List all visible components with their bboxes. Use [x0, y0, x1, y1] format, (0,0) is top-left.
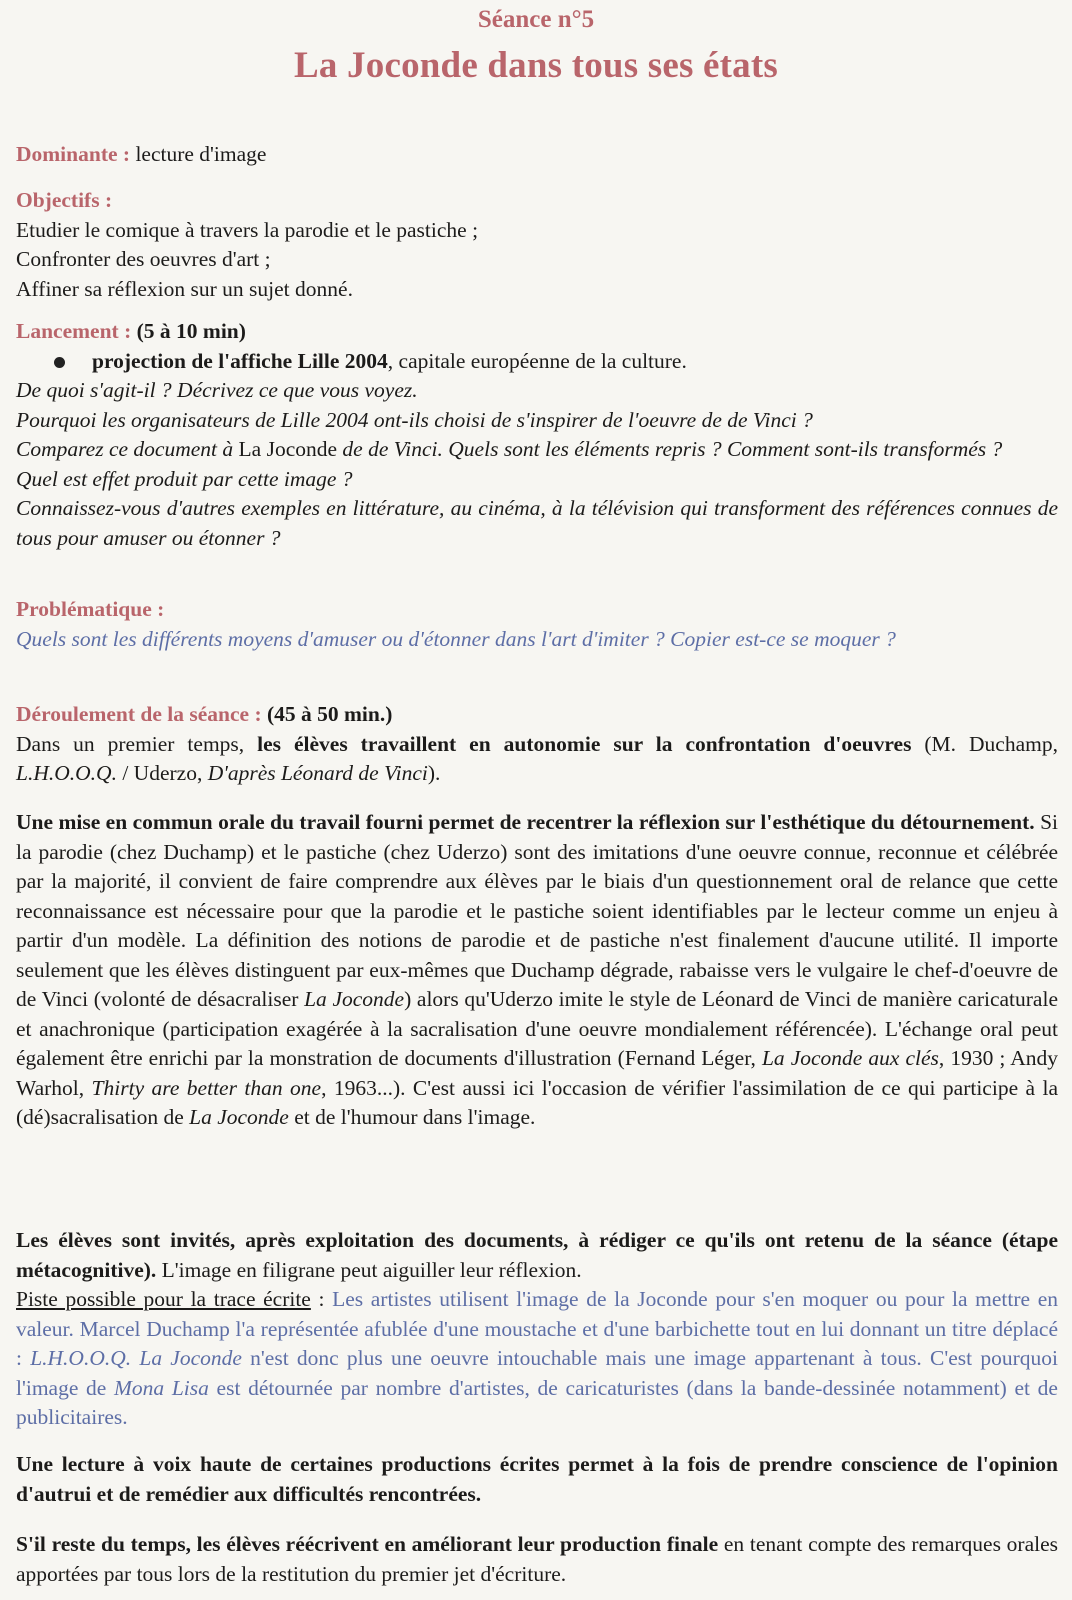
work-title: L.H.O.O.Q. La Joconde — [30, 1346, 242, 1370]
lancement-heading — [16, 317, 1058, 347]
text-run: en tenant compte des remarques orales apportées par tous lors de la restitution du premier jet d'écriture. — [16, 1532, 1059, 1586]
text-run: ). — [427, 761, 441, 785]
mise-en-commun-paragraph — [16, 808, 1058, 1133]
seance-number: Séance n°5 — [477, 6, 595, 33]
text-run: : — [310, 1287, 333, 1311]
problematique-label: Problématique : — [16, 597, 165, 621]
text-run: ) alors qu'Uderzo imite le style de Léonard de Vinci de manière caricaturale et anachronique (participation exagérée à la sacralisation d'une oeuvre mondialement référencée). L'échange oral peut également être enrichi par la monstration de documents d'illustration (Fernand Léger, — [16, 987, 1058, 1070]
bold-run: les élèves travaillent en autonomie sur la confrontation d'oeuvres — [257, 731, 912, 756]
lancement-section — [16, 317, 1058, 553]
question-part: de de Vinci. Quels sont les éléments repris ? Comment sont-ils transformés ? — [337, 437, 1003, 461]
text-run: et de l'humour dans l'image. — [288, 1105, 536, 1129]
objectif-item: Etudier le comique à travers la parodie et le pastiche ; — [16, 217, 479, 242]
lancement-question: Pourquoi les organisateurs de Lille 2004 ont-ils choisi de s'inspirer de l'oeuvre de de Vinci ? — [16, 407, 813, 432]
text-run: L'image en filigrane peut aiguiller leur réflexion. — [156, 1257, 582, 1282]
lecture-paragraph — [16, 1450, 1058, 1509]
text-run: / Uderzo, — [116, 761, 208, 785]
bullet-bold-text: projection de l'affiche Lille 2004 — [92, 348, 388, 373]
bullet-icon — [54, 357, 65, 368]
work-title: La Joconde aux clés — [761, 1046, 939, 1070]
dominante-label: Dominante : — [16, 142, 131, 166]
trace-ecrite-text: Les artistes utilisent l'image de la Joconde pour s'en moquer ou pour la mettre en valeur. Marcel Duchamp l'a représentée afublée d'une moustache et d'une barbichette tout en lui donnant un titre déplacé : — [16, 1287, 1058, 1370]
question-part: Comparez ce document à — [16, 437, 239, 461]
redaction-paragraph — [16, 1226, 1058, 1433]
piste-label: Piste possible pour la trace écrite — [16, 1287, 311, 1311]
text-run: (M. Duchamp, — [911, 731, 1058, 756]
dominante-line — [16, 140, 1058, 170]
problematique-text: Quels sont les différents moyens d'amuser ou d'étonner dans l'art d'imiter ? Copier est-ce se moquer ? — [16, 626, 896, 651]
text-run: Si la parodie (chez Duchamp) et le pastiche (chez Uderzo) sont des imitations d'une oeuvre connue, reconnue et célébrée par la majorité, il convient de faire comprendre aux élèves par le biais d'un questionnement oral de relance que cette reconnaissance est nécessaire pour que la parodie et le pastiche soient identifiables par le lecteur comme un enjeu à partir d'un modèle. La définition des notions de parodie et de pastiche n'est finalement d'aucune utilité. Il importe seulement que les élèves distinguent par eux-mêmes que Duchamp dégrade, rabaisse vers le vulgaire le chef-d'oeuvre de de Vinci (volonté de désacraliser — [16, 810, 1059, 1011]
text-run: Dans un premier temps, — [16, 731, 258, 756]
problematique-section — [16, 595, 1058, 654]
trace-ecrite-text: est détournée par nombre d'artistes, de caricaturistes (dans la bande-dessinée notamment) et de publicitaires. — [16, 1375, 1058, 1429]
objectif-item: Confronter des oeuvres d'art ; — [16, 247, 271, 271]
lancement-question: Quel est effet produit par cette image ? — [16, 466, 353, 491]
objectif-item: Affiner sa réflexion sur un sujet donné. — [16, 276, 353, 301]
document-title: La Joconde dans tous ses états — [294, 45, 778, 86]
text-run: , 1930 ; Andy Warhol, — [16, 1046, 1058, 1100]
deroulement-label: Déroulement de la séance : — [16, 702, 262, 726]
lancement-question — [16, 435, 1058, 465]
lancement-label: Lancement : — [16, 319, 132, 343]
objectifs-section — [16, 186, 1058, 304]
lancement-question: De quoi s'agit-il ? Décrivez ce que vous voyez. — [16, 378, 418, 402]
deroulement-heading — [16, 700, 1058, 730]
deroulement-paragraph — [16, 730, 1058, 789]
deroulement-duration: (45 à 50 min.) — [261, 702, 393, 726]
reste-paragraph — [16, 1530, 1058, 1589]
question-work-title: La Joconde — [238, 437, 338, 461]
work-title: La Joconde — [189, 1105, 289, 1129]
bold-run: Une mise en commun orale du travail fourni permet de recentrer la réflexion sur l'esthétique du détournement. — [16, 810, 1035, 834]
objectifs-label: Objectifs : — [16, 188, 113, 212]
work-title: Thirty are better than one — [91, 1075, 322, 1100]
deroulement-section — [16, 700, 1058, 789]
dominante-value: lecture d'image — [130, 142, 267, 166]
bold-run: Les élèves sont invités, après exploitation des documents, à rédiger ce qu'ils ont retenu de la séance (étape métacognitive). — [16, 1228, 1058, 1282]
work-title: D'après Léonard de Vinci — [207, 761, 428, 785]
bold-run: Une lecture à voix haute de certaines productions écrites permet à la fois de prendre conscience de l'opinion d'autrui et de remédier aux difficultés rencontrées. — [16, 1452, 1058, 1506]
bold-run: S'il reste du temps, les élèves réécrivent en améliorant leur production finale — [16, 1532, 719, 1556]
work-title: Mona Lisa — [114, 1375, 209, 1400]
lancement-question: Connaissez-vous d'autres exemples en littérature, au cinéma, à la télévision qui transforment des références connues de tous pour amuser ou étonner ? — [16, 496, 1058, 550]
lancement-duration: (5 à 10 min) — [131, 319, 246, 343]
work-title: La Joconde — [304, 987, 405, 1011]
lancement-bullet-item — [16, 347, 1058, 377]
work-title: L.H.O.O.Q. — [16, 761, 117, 785]
bullet-text: , capitale européenne de la culture. — [387, 348, 687, 373]
trace-ecrite-text: n'est donc plus une oeuvre intouchable mais une image appartenant à tous. C'est pourquoi l'image de — [16, 1346, 1058, 1400]
text-run: , 1963...). C'est aussi ici l'occasion de vérifier l'assimilation de ce qui participe à la (dé)sacralisation de — [16, 1075, 1059, 1129]
